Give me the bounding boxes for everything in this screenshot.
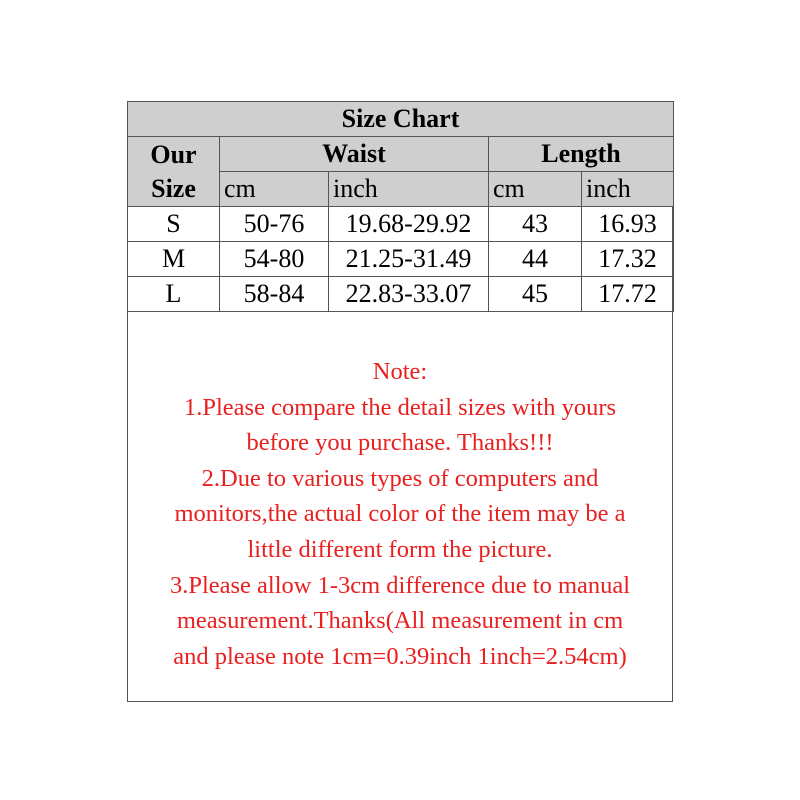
size-chart-table bbox=[127, 101, 674, 312]
unit-waist-cm: cm bbox=[220, 172, 329, 207]
size-cell: L bbox=[128, 277, 220, 312]
note-block bbox=[128, 354, 672, 674]
waist-cm-cell: 58-84 bbox=[220, 277, 329, 312]
table-row bbox=[128, 207, 674, 242]
header-row bbox=[128, 137, 674, 172]
length-header: Length bbox=[489, 137, 674, 172]
note-heading: Note: bbox=[372, 358, 428, 385]
length-cm-cell: 45 bbox=[489, 277, 582, 312]
unit-waist-inch: inch bbox=[329, 172, 489, 207]
size-cell: M bbox=[128, 242, 220, 277]
note-line: monitors,the actual color of the item may be a bbox=[174, 500, 626, 528]
table-row bbox=[128, 242, 674, 277]
waist-inch-cell: 22.83-33.07 bbox=[329, 277, 489, 312]
waist-cm-cell: 54-80 bbox=[220, 242, 329, 277]
note-line: little different form the picture. bbox=[247, 535, 553, 563]
note-line: measurement.Thanks(All measurement in cm bbox=[176, 607, 624, 635]
note-line: and please note 1cm=0.39inch 1inch=2.54cm) bbox=[173, 642, 627, 670]
title-row bbox=[128, 102, 674, 137]
size-chart-frame bbox=[127, 101, 673, 702]
note-line: 1.Please compare the detail sizes with yours bbox=[183, 393, 617, 421]
unit-length-inch: inch bbox=[582, 172, 674, 207]
waist-cm-cell: 50-76 bbox=[220, 207, 329, 242]
our-size-header bbox=[128, 137, 220, 207]
our-size-header-line2: Size bbox=[151, 173, 196, 203]
length-inch-cell: 17.72 bbox=[582, 277, 674, 312]
length-inch-cell: 16.93 bbox=[582, 207, 674, 242]
length-cm-cell: 44 bbox=[489, 242, 582, 277]
note-line: 3.Please allow 1-3cm difference due to manual bbox=[169, 571, 631, 599]
length-inch-cell: 17.32 bbox=[582, 242, 674, 277]
chart-title: Size Chart bbox=[128, 102, 674, 137]
unit-length-cm: cm bbox=[489, 172, 582, 207]
size-cell: S bbox=[128, 207, 220, 242]
our-size-header-line1: Our bbox=[150, 139, 197, 169]
length-cm-cell: 43 bbox=[489, 207, 582, 242]
waist-inch-cell: 21.25-31.49 bbox=[329, 242, 489, 277]
table-row bbox=[128, 277, 674, 312]
waist-header: Waist bbox=[220, 137, 489, 172]
waist-inch-cell: 19.68-29.92 bbox=[329, 207, 489, 242]
note-line: before you purchase. Thanks!!! bbox=[246, 429, 554, 457]
note-line: 2.Due to various types of computers and bbox=[201, 464, 599, 492]
